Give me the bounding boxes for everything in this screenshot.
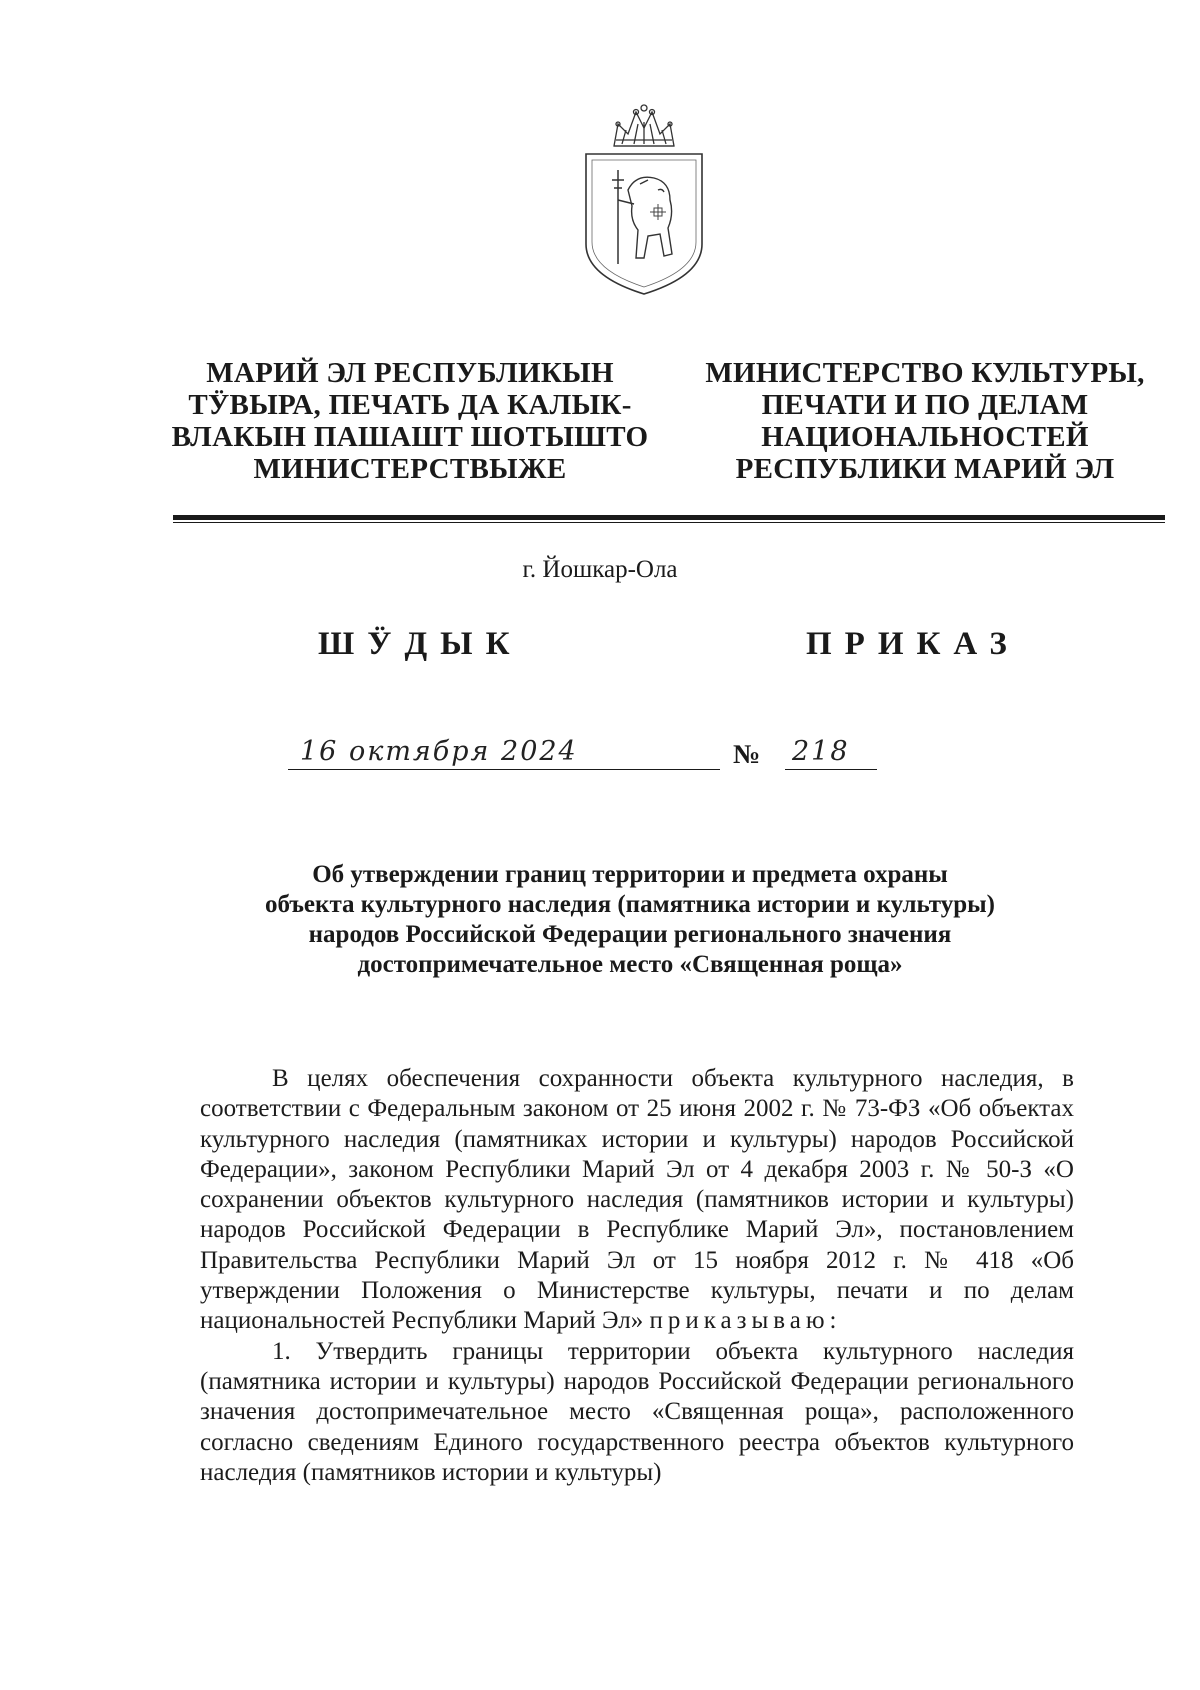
number-handwritten: 218 xyxy=(792,736,850,767)
coat-of-arms-bear-icon xyxy=(578,104,710,300)
subject-line: народов Российской Федерации регионального значения xyxy=(308,921,952,948)
header-divider-thin xyxy=(173,522,1165,523)
header-right-line: НАЦИОНАЛЬНОСТЕЙ xyxy=(761,421,1089,453)
order-subject xyxy=(170,860,1090,980)
header-left-line: МИНИСТЕРСТВЫЖЕ xyxy=(253,453,567,485)
header-divider xyxy=(173,515,1165,520)
body-paragraph-item-1: 1. Утвердить границы территории объекта культурного наследия (памятника истории и культуры) народов Российской Федерации регионального значения достопримечательное место «Священная роща», расположенного согласно сведениям Единого государственного реестра объектов культурного наследия (памятников истории и культуры) xyxy=(200,1337,1074,1486)
order-body xyxy=(200,1064,1074,1488)
number-sign: № xyxy=(733,739,761,769)
date-handwritten: 16 октября 2024 xyxy=(300,736,578,767)
doc-type-mari: ШӰДЫК xyxy=(318,626,523,662)
subject-line: Об утверждении границ территории и предмета охраны xyxy=(312,861,948,888)
city-line: г. Йошкар-Ола xyxy=(522,556,678,583)
preamble-text: В целях обеспечения сохранности объекта культурного наследия, в соответствии с Федеральным законом от 25 июня 2002 г. № 73-ФЗ «Об объектах культурного наследия (памятниках истории и культуры) народов Российской Федерации», законом Республики Марий Эл от 4 декабря 2003 г. № 50-З «О сохранении объектов культурного наследия (памятников истории и культуры) народов Российской Федерации в Республике Марий Эл», постановлением Правительства Республики Марий Эл от 15 ноября 2012 г. № 418 «Об утверждении Положения о Министерстве культуры, печати и по делам национальностей Республики Марий Эл» xyxy=(200,1065,1074,1335)
header-right-line: ПЕЧАТИ И ПО ДЕЛАМ xyxy=(761,389,1089,421)
subject-line: объекта культурного наследия (памятника истории и культуры) xyxy=(264,891,995,918)
body-paragraph-preamble xyxy=(200,1064,1074,1337)
header-right-line: РЕСПУБЛИКИ МАРИЙ ЭЛ xyxy=(735,453,1115,485)
header-russian-ministry xyxy=(680,357,1170,485)
order-command: приказываю: xyxy=(649,1307,842,1335)
header-left-line: ВЛАКЫН ПАШАШТ ШОТЫШТО xyxy=(171,421,649,453)
subject-line: достопримечательное место «Священная роща» xyxy=(357,951,903,978)
header-left-line: МАРИЙ ЭЛ РЕСПУБЛИКЫН xyxy=(206,357,614,389)
header-mari-ministry xyxy=(170,357,650,485)
header-right-line: МИНИСТЕРСТВО КУЛЬТУРЫ, xyxy=(705,357,1145,389)
header-left-line: ТӰВЫРА, ПЕЧАТЬ ДА КАЛЫК- xyxy=(188,389,632,421)
doc-type-russian: ПРИКАЗ xyxy=(806,626,1020,662)
